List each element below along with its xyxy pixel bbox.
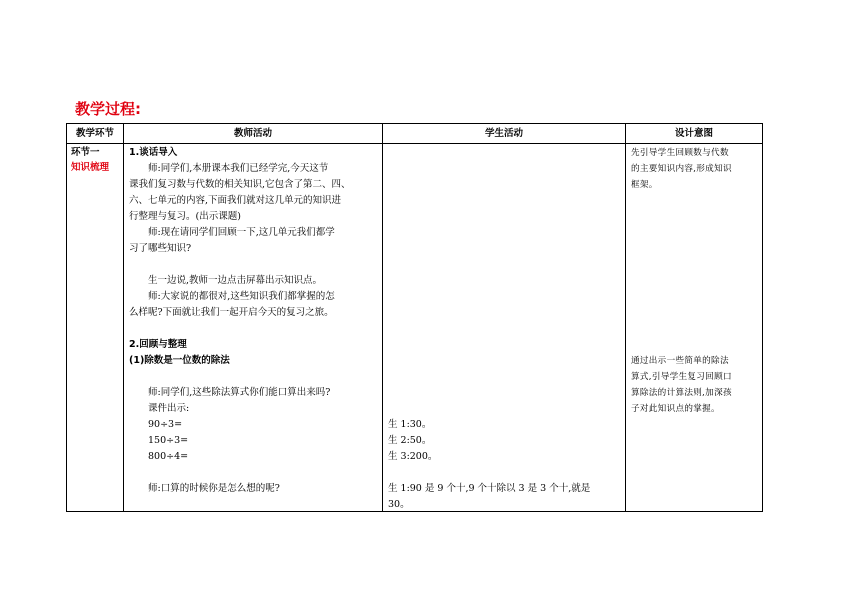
student-line: 30。: [388, 499, 410, 510]
teacher-line: 师:大家说的都很对,这些知识我们都掌握的怎: [148, 291, 335, 302]
teacher-line: 课我们复习数与代数的相关知识,它包含了第二、四、: [129, 179, 351, 190]
part2-title: 2.回顾与整理: [129, 339, 187, 350]
section-heading: 教学过程:: [75, 100, 141, 118]
design-intent-cell: [626, 144, 763, 512]
teacher-line: 师:同学们,本册课本我们已经学完,今天这节: [148, 163, 329, 174]
stage-name: 环节一: [71, 147, 100, 158]
teacher-activity-cell: [124, 144, 383, 512]
equation: 150÷3=: [148, 435, 189, 446]
stage-subtitle: 知识梳理: [71, 162, 110, 173]
lesson-process-table: [66, 123, 763, 512]
equation: 90÷3=: [148, 419, 183, 430]
equation: 800÷4=: [148, 451, 189, 462]
student-line: 生 1:30。: [388, 419, 432, 430]
column-header-student: 学生活动: [383, 124, 626, 144]
teacher-line: 师:口算的时候你是怎么想的呢?: [148, 483, 280, 494]
column-header-design: 设计意图: [626, 124, 763, 144]
student-activity-cell: [383, 144, 626, 512]
teacher-line: 习了哪些知识?: [129, 243, 192, 254]
design-line: 算式,引导学生复习回顾口: [631, 372, 732, 382]
student-line: 生 3:200。: [388, 451, 438, 462]
student-line: 生 1:90 是 9 个十,9 个十除以 3 是 3 个十,就是: [388, 483, 591, 494]
design-line: 子对此知识点的掌握。: [631, 404, 720, 414]
column-header-stage: 教学环节: [67, 124, 124, 144]
design-line: 先引导学生回顾数与代数: [631, 148, 729, 158]
teacher-line: 么样呢?下面就让我们一起开启今天的复习之旅。: [129, 307, 334, 318]
teacher-line: 师:现在请同学们回顾一下,这几单元我们都学: [148, 227, 335, 238]
design-line: 通过出示一些简单的除法: [631, 356, 729, 366]
table-row: [67, 144, 763, 512]
sub1-title: (1)除数是一位数的除法: [129, 355, 230, 366]
teacher-line: 师:同学们,这些除法算式你们能口算出来吗?: [148, 387, 331, 398]
stage-cell: [67, 144, 124, 512]
teacher-line: 六、七单元的内容,下面我们就对这几单元的知识进: [129, 195, 342, 206]
part1-title: 1.谈话导入: [129, 147, 178, 158]
teacher-line: 生一边说,教师一边点击屏幕出示知识点。: [148, 275, 323, 286]
design-line: 算除法的计算法则,加深孩: [631, 388, 732, 398]
student-line: 生 2:50。: [388, 435, 432, 446]
teacher-line: 课件出示:: [148, 403, 190, 414]
design-line: 的主要知识内容,形成知识: [631, 164, 732, 174]
teacher-line: 行整理与复习。(出示课题): [129, 211, 241, 222]
design-line: 框架。: [631, 180, 658, 190]
column-header-teacher: 教师活动: [124, 124, 383, 144]
table-header-row: [67, 124, 763, 144]
